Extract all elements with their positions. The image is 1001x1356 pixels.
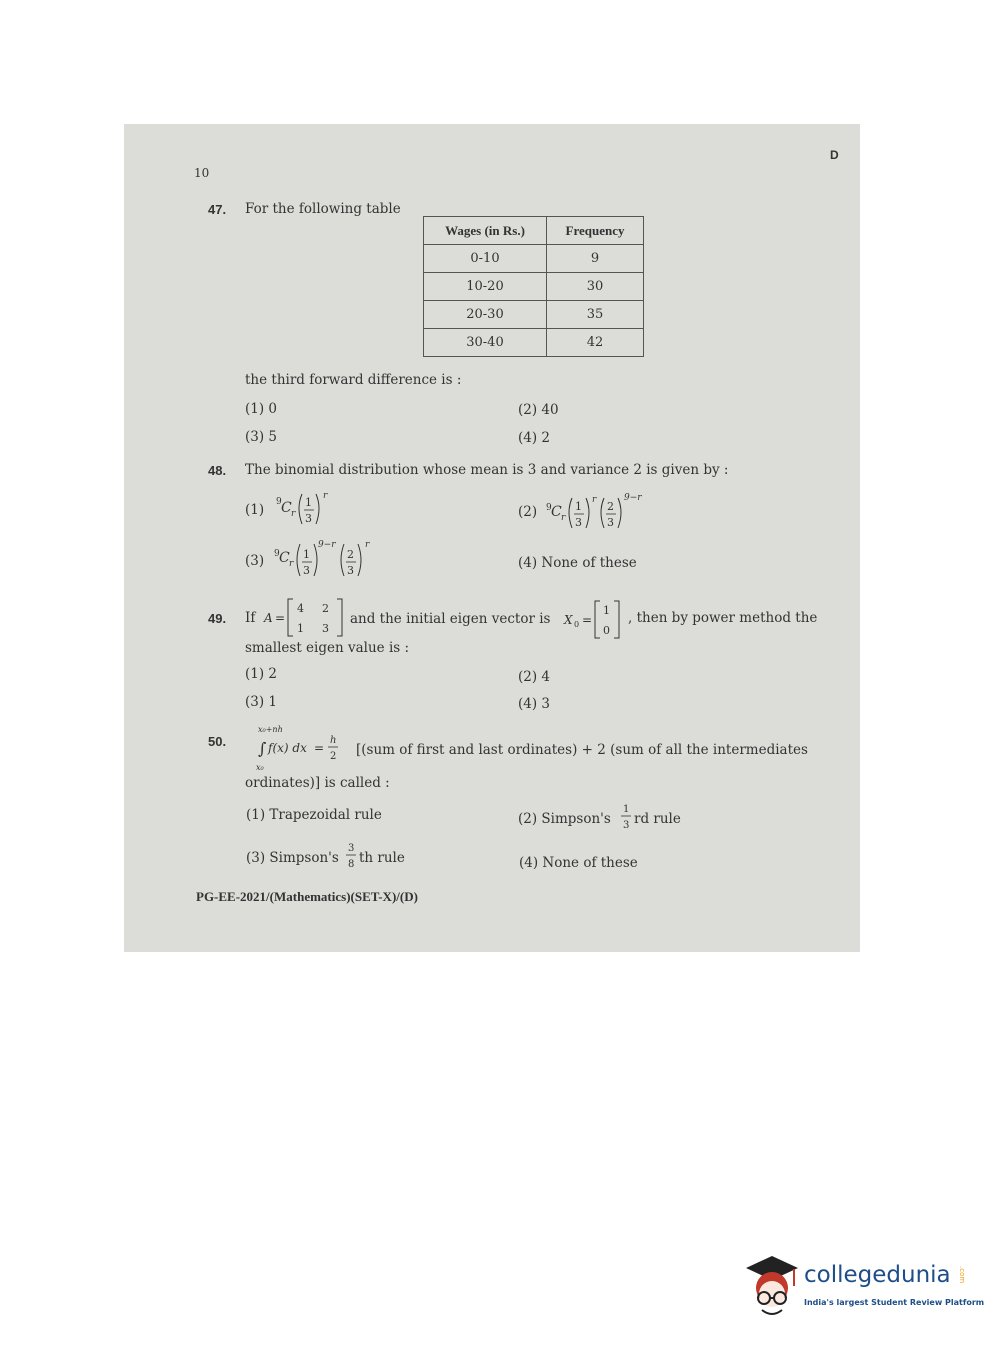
option: (2) [518, 504, 538, 520]
table-cell: 9 [547, 245, 644, 273]
option-suffix: th rule [359, 850, 405, 866]
svg-text:1: 1 [623, 804, 630, 815]
svg-text:C: C [281, 500, 292, 516]
svg-text:A: A [264, 611, 273, 625]
svg-text:C: C [279, 550, 290, 566]
option-formula [274, 488, 354, 532]
option: (1) Trapezoidal rule [246, 807, 382, 823]
svg-text:3: 3 [348, 843, 355, 854]
table-cell: 10-20 [424, 273, 547, 301]
table-cell: 30 [547, 273, 644, 301]
option-formula [544, 488, 664, 532]
option: (3) [245, 553, 265, 569]
question-number: 48. [208, 463, 227, 478]
option: (1) [245, 502, 265, 518]
page-footer: PG-EE-2021/(Mathematics)(SET-X)/(D) [196, 889, 418, 904]
svg-text:1: 1 [305, 496, 312, 509]
collegedunia-logo-icon [742, 1252, 802, 1322]
vector-cell: 1 [603, 604, 610, 617]
svg-text:2: 2 [330, 751, 337, 762]
svg-text:x₀+nh: x₀+nh [258, 725, 283, 734]
option: (4) None of these [519, 855, 638, 871]
question-stem: the third forward difference is : [245, 372, 462, 388]
svg-text:r: r [592, 495, 597, 505]
set-code: D [830, 148, 839, 162]
svg-text:C: C [551, 504, 562, 520]
vector-x0 [562, 598, 636, 642]
table-header: Wages (in Rs.) [424, 217, 547, 245]
option: (3) Simpson's [246, 850, 339, 866]
svg-text:1: 1 [303, 548, 310, 561]
option: (4) 2 [518, 430, 551, 446]
question-stem: ordinates)] is called : [245, 775, 390, 791]
question-stem: The binomial distribution whose mean is 3 and variance 2 is given by : [245, 462, 729, 478]
svg-text:3: 3 [305, 512, 312, 525]
svg-text:1: 1 [575, 500, 582, 513]
svg-text:3: 3 [607, 516, 614, 529]
option-formula [272, 534, 392, 582]
table-cell: 42 [547, 329, 644, 357]
matrix-cell: 2 [322, 602, 329, 615]
option: (3) 5 [245, 429, 278, 445]
svg-text:x₀: x₀ [256, 763, 264, 772]
page-number: 10 [194, 166, 210, 180]
svg-text:3: 3 [575, 516, 582, 529]
option-suffix: rd rule [634, 811, 681, 827]
brand-name: collegedunia [804, 1262, 951, 1288]
question-number: 50. [208, 734, 227, 749]
svg-text:r: r [289, 559, 294, 569]
svg-text:9: 9 [274, 549, 280, 559]
svg-text:9: 9 [546, 503, 552, 513]
svg-text:3: 3 [347, 564, 354, 577]
svg-text:9−r: 9−r [318, 540, 336, 550]
table-cell: 20-30 [424, 301, 547, 329]
vector-cell: 0 [603, 624, 610, 637]
svg-text:=: = [314, 741, 325, 755]
fraction-three-eighths [345, 840, 359, 876]
option: (4) 3 [518, 696, 551, 712]
matrix-cell: 4 [297, 602, 304, 615]
svg-text:0: 0 [574, 620, 580, 629]
option: (1) 0 [245, 401, 278, 417]
svg-text:2: 2 [347, 548, 354, 561]
svg-text:r: r [291, 509, 296, 519]
table-cell: 30-40 [424, 329, 547, 357]
matrix-cell: 1 [297, 622, 304, 635]
matrix-a [262, 596, 348, 640]
svg-text:∫: ∫ [258, 739, 267, 758]
question-number: 47. [208, 202, 227, 217]
svg-text:r: r [561, 513, 566, 523]
svg-text:9−r: 9−r [624, 493, 642, 503]
table-header: Frequency [547, 217, 644, 245]
svg-text:=: = [275, 611, 286, 625]
brand-suffix: .com [958, 1266, 966, 1284]
option: (1) 2 [245, 666, 278, 682]
question-stem: [(sum of first and last ordinates) + 2 (sum of all the intermediates [356, 742, 808, 758]
brand-tagline: India's largest Student Review Platform [804, 1298, 985, 1307]
wages-table [423, 216, 644, 357]
question-number: 49. [208, 611, 227, 626]
svg-text:r: r [323, 491, 328, 501]
table-cell: 35 [547, 301, 644, 329]
table-cell: 0-10 [424, 245, 547, 273]
svg-text:8: 8 [348, 859, 355, 870]
svg-text:X: X [564, 613, 573, 627]
svg-text:3: 3 [623, 820, 630, 831]
svg-text:3: 3 [303, 564, 310, 577]
svg-text:f(x) dx: f(x) dx [268, 741, 307, 755]
option: (4) None of these [518, 555, 637, 571]
question-stem: If [245, 610, 256, 626]
svg-text:h: h [330, 735, 337, 746]
option: (2) Simpson's [518, 811, 611, 827]
option: (3) 1 [245, 694, 278, 710]
svg-text:r: r [365, 540, 370, 550]
svg-text:9: 9 [276, 497, 282, 507]
svg-text:2: 2 [607, 500, 614, 513]
question-stem: , then by power method the [628, 610, 818, 626]
option: (2) 4 [518, 669, 551, 685]
question-stem: For the following table [245, 201, 401, 217]
svg-text:=: = [582, 613, 593, 627]
question-stem: and the initial eigen vector is [350, 611, 551, 627]
question-stem: smallest eigen value is : [245, 640, 410, 656]
fraction-one-third [620, 800, 634, 836]
integral-formula [250, 722, 360, 774]
option: (2) 40 [518, 402, 559, 418]
matrix-cell: 3 [322, 622, 329, 635]
